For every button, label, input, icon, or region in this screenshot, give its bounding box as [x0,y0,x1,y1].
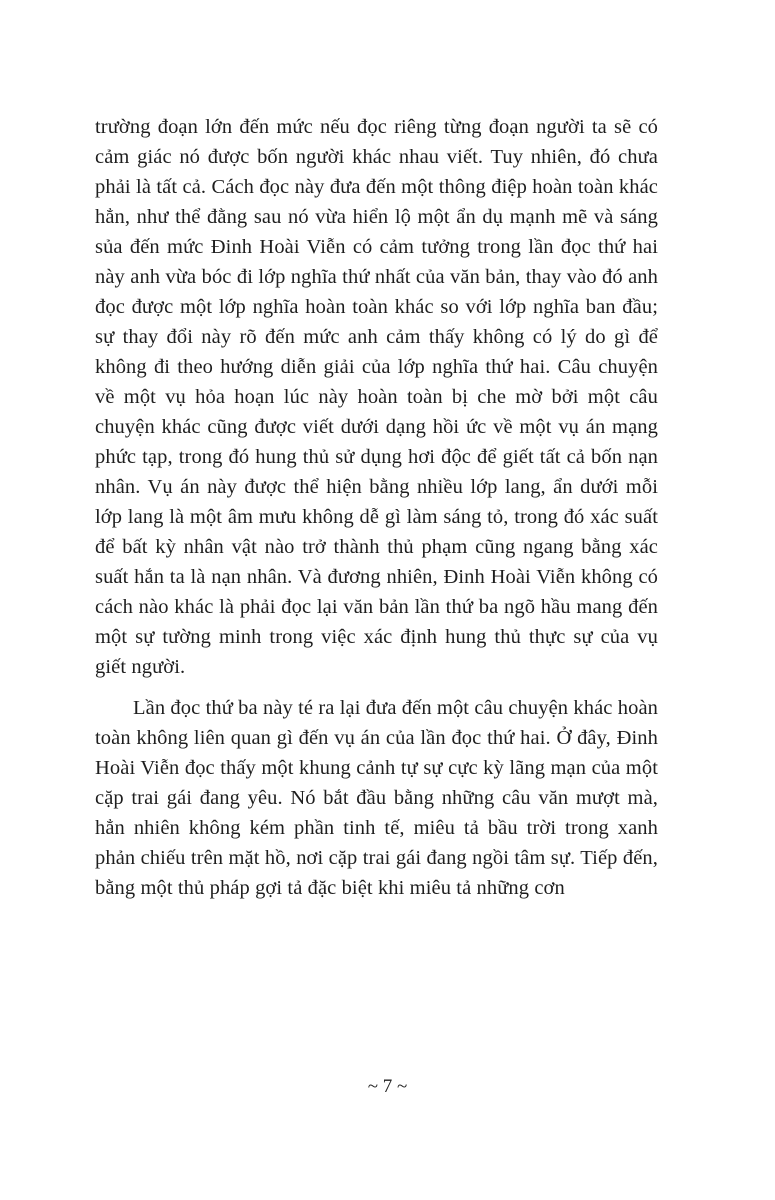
page-number: ~ 7 ~ [367,1076,408,1097]
page-text [95,112,658,903]
paragraph-continuation: trường đoạn lớn đến mức nếu đọc riêng từng đoạn người ta sẽ có cảm giác nó được bốn người khác nhau viết. Tuy nhiên, đó chưa phải là tất cả. Cách đọc này đưa đến một thông điệp hoàn toàn khác hẳn, như thể đằng sau nó vừa hiển lộ một ẩn dụ mạnh mẽ và sáng sủa đến mức Đinh Hoài Viễn có cảm tưởng trong lần đọc thứ hai này anh vừa bóc đi lớp nghĩa thứ nhất của văn bản, thay vào đó anh đọc được một lớp nghĩa hoàn toàn khác so với lớp nghĩa ban đầu; sự thay đổi này rõ đến mức anh cảm thấy không có lý do gì để không đi theo hướng diễn giải của lớp nghĩa thứ hai. Câu chuyện về một vụ hỏa hoạn lúc này hoàn toàn bị che mờ bởi một câu chuyện khác cũng được viết dưới dạng hồi ức về một vụ án mạng phức tạp, trong đó hung thủ sử dụng hơi độc để giết tất cả bốn nạn nhân. Vụ án này được thể hiện bằng nhiều lớp lang, ẩn dưới mỗi lớp lang là một âm mưu không dễ gì làm sáng tỏ, trong đó xác suất để bất kỳ nhân vật nào trở thành thủ phạm cũng ngang bằng xác suất hắn ta là nạn nhân. Và đương nhiên, Đinh Hoài Viễn không có cách nào khác là phải đọc lại văn bản lần thứ ba ngõ hầu mang đến một sự tường minh trong việc xác định hung thủ thực sự của vụ giết người. [95,116,658,678]
paragraph: Lần đọc thứ ba này té ra lại đưa đến một câu chuyện khác hoàn toàn không liên quan gì đến vụ án của lần đọc thứ hai. Ở đây, Đinh Hoài Viễn đọc thấy một khung cảnh tự sự cực kỳ lãng mạn của một cặp trai gái đang yêu. Nó bắt đầu bằng những câu văn mượt mà, hẳn nhiên không kém phần tinh tế, miêu tả bầu trời trong xanh phản chiếu trên mặt hồ, nơi cặp trai gái đang ngồi tâm sự. Tiếp đến, bằng một thủ pháp gợi tả đặc biệt khi miêu tả những cơn [95,697,658,899]
